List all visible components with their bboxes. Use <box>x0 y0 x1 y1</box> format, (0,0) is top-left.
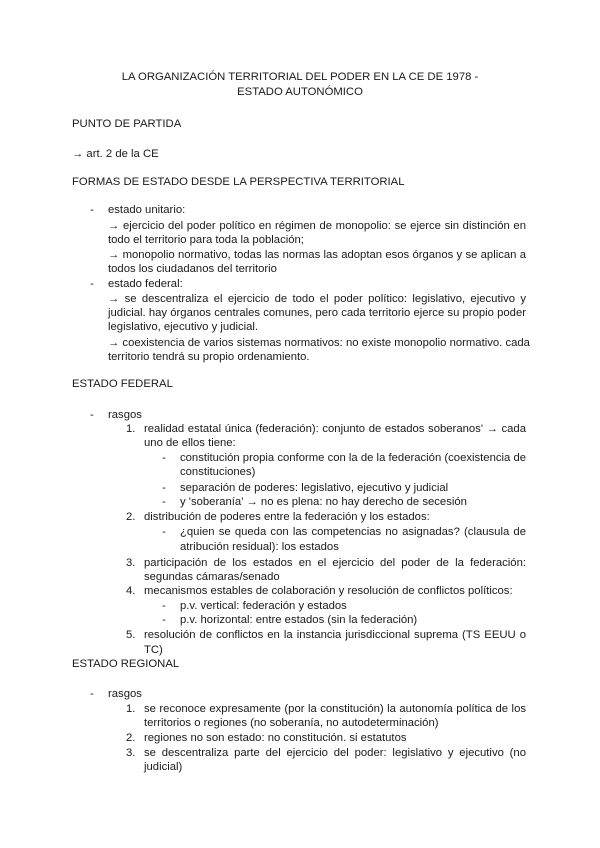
item-line: territorios o regiones (no soberanía, no autodeterminación) <box>144 717 439 729</box>
item-line: segundas cámaras/senado <box>144 571 280 583</box>
item-number: 2. <box>126 511 136 523</box>
federal-line: → coexistencia de varios sistemas normativos: no existe monopolio normativo. cada <box>108 337 530 349</box>
federal-label: estado federal: <box>108 278 183 290</box>
item-line: se reconoce expresamente (por la constitución) la autonomía política de los <box>144 703 526 715</box>
sub-dash: - <box>162 452 166 464</box>
bullet-dash: - <box>90 409 94 421</box>
item-line: distribución de poderes entre la federación y los estados: <box>144 511 430 523</box>
heading-formas-estado: FORMAS DE ESTADO DESDE LA PERSPECTIVA TERRITORIAL <box>72 176 405 188</box>
item-number: 3. <box>126 557 136 569</box>
sub-dash: - <box>162 600 166 612</box>
bullet-dash: - <box>90 204 94 216</box>
sub-line: y 'soberanía' → no es plena: no hay derecho de secesión <box>180 496 467 508</box>
unitario-line: → ejercicio del poder político en régimen de monopolio: se ejerce sin distinción en <box>108 220 526 232</box>
federal-line: → se descentraliza el ejercicio de todo el poder político: legislativo, ejecutivo y <box>108 293 526 305</box>
item-number: 3. <box>126 747 136 759</box>
sub-line: constituciones) <box>180 466 256 478</box>
unitario-line: todos los ciudadanos del territorio <box>108 263 277 275</box>
sub-line: p.v. vertical: federación y estados <box>180 600 347 612</box>
item-number: 4. <box>126 585 136 597</box>
item-number: 1. <box>126 703 136 715</box>
heading-punto-partida: PUNTO DE PARTIDA <box>72 118 182 130</box>
punto-partida-ref: → art. 2 de la CE <box>72 148 159 160</box>
heading-estado-regional: ESTADO REGIONAL <box>72 658 180 670</box>
item-number: 1. <box>126 423 136 435</box>
sub-line: atribución residual): los estados <box>180 541 339 553</box>
item-line: uno de ellos tiene: <box>144 437 236 449</box>
title-line-1: LA ORGANIZACIÓN TERRITORIAL DEL PODER EN LA CE DE 1978 - <box>121 71 479 83</box>
unitario-line: → monopolio normativo, todas las normas las adoptan esos órganos y se aplican a <box>108 249 526 261</box>
sub-line: p.v. horizontal: entre estados (sin la federación) <box>180 614 418 626</box>
title-line-2: ESTADO AUTONÓMICO <box>237 86 363 98</box>
item-line: se descentraliza parte del ejercicio del poder: legislativo y ejecutivo (no <box>144 747 526 759</box>
sub-line: ¿quien se queda con las competencias no asignadas? (clausula de <box>180 526 526 538</box>
rasgos-label: rasgos <box>108 688 142 700</box>
unitario-line: todo el territorio para toda la población; <box>108 234 304 246</box>
federal-line: judicial. hay órganos centrales comunes, pero cada territorio ejerce su propio poder <box>108 307 526 319</box>
federal-line: legislativo, ejecutivo y judicial. <box>108 321 259 333</box>
item-line: mecanismos estables de colaboración y resolución de conflictos políticos: <box>144 585 513 597</box>
sub-line: separación de poderes: legislativo, ejecutivo y judicial <box>180 482 449 494</box>
sub-dash: - <box>162 526 166 538</box>
item-number: 2. <box>126 732 136 744</box>
sub-dash: - <box>162 482 166 494</box>
item-line: regiones no son estado: no constitución. si estatutos <box>144 732 407 744</box>
sub-line: constitución propia conforme con la de la federación (coexistencia de <box>180 452 527 464</box>
sub-dash: - <box>162 496 166 508</box>
item-line: realidad estatal única (federación): conjunto de estados soberanos' → cada <box>144 423 526 435</box>
bullet-dash: - <box>90 688 94 700</box>
item-line: judicial) <box>144 761 183 773</box>
bullet-dash: - <box>90 278 94 290</box>
rasgos-label: rasgos <box>108 409 142 421</box>
heading-estado-federal: ESTADO FEDERAL <box>72 378 173 390</box>
item-number: 5. <box>126 629 136 641</box>
item-line: resolución de conflictos en la instancia jurisdiccional suprema (TS EEUU o <box>144 629 526 641</box>
federal-line: territorio tendrá su propio ordenamiento. <box>108 351 310 363</box>
sub-dash: - <box>162 614 166 626</box>
item-line: TC) <box>144 644 163 656</box>
item-line: participación de los estados en el ejercicio del poder de la federación: <box>144 557 526 569</box>
unitario-label: estado unitario: <box>108 204 186 216</box>
